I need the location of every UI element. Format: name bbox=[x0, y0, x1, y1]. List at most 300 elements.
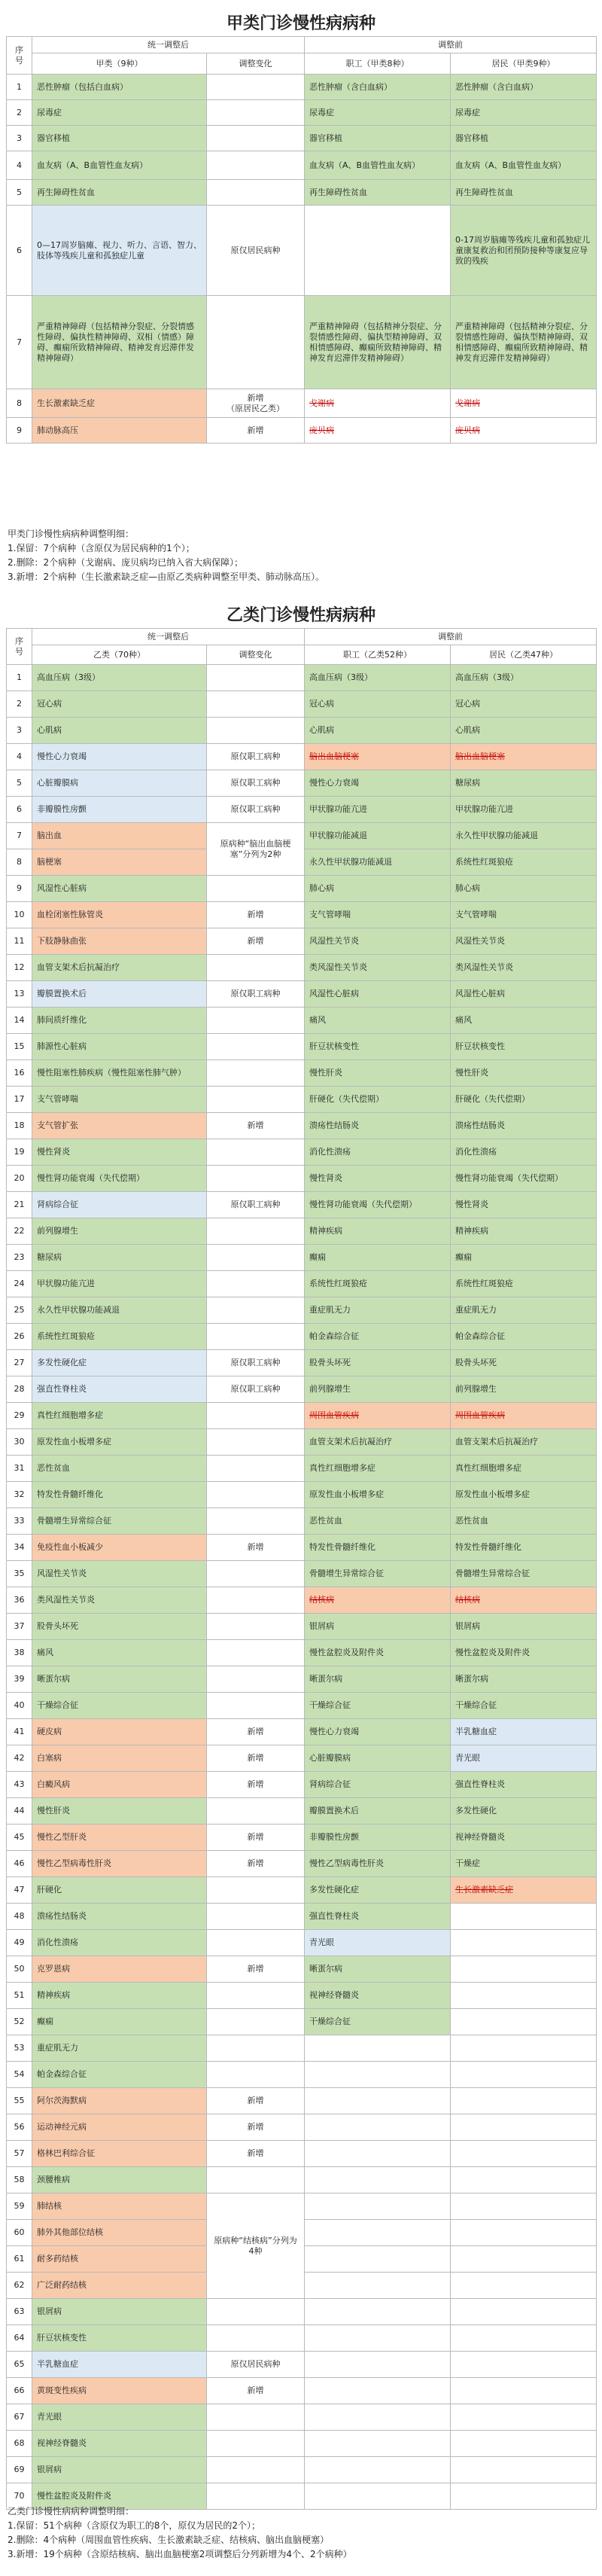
disease-after: 耐多药结核 bbox=[32, 2246, 207, 2273]
row-number: 40 bbox=[7, 1693, 32, 1719]
disease-resident: 类风湿性关节炎 bbox=[451, 955, 597, 981]
change-note: 新增 bbox=[207, 2141, 305, 2167]
table-b-title: 乙类门诊慢性病病种 bbox=[226, 606, 375, 625]
disease-after: 慢性阻塞性肺疾病（慢性阻塞性肺气肿） bbox=[32, 1060, 207, 1087]
change-note bbox=[207, 1693, 305, 1719]
table-row bbox=[7, 1930, 597, 1956]
disease-resident: 系统性红斑狼疮 bbox=[451, 1271, 597, 1297]
disease-employee: 尿毒症 bbox=[305, 100, 451, 126]
disease-employee bbox=[305, 2404, 451, 2431]
table-row bbox=[7, 1587, 597, 1614]
table-row bbox=[7, 2009, 597, 2035]
change-note bbox=[207, 151, 305, 180]
row-number: 67 bbox=[7, 2404, 32, 2431]
disease-resident bbox=[451, 2167, 597, 2193]
disease-resident bbox=[451, 2220, 597, 2246]
table-row bbox=[7, 2193, 597, 2220]
disease-after: 系统性红斑狼疮 bbox=[32, 1324, 207, 1350]
disease-resident: 痛风 bbox=[451, 1008, 597, 1034]
disease-after: 青光眼 bbox=[32, 2404, 207, 2431]
row-number: 57 bbox=[7, 2141, 32, 2167]
table-row bbox=[7, 126, 597, 151]
disease-employee: 瓣膜置换术后 bbox=[305, 1798, 451, 1825]
disease-resident bbox=[451, 2325, 597, 2352]
change-note bbox=[207, 75, 305, 100]
disease-employee bbox=[305, 2035, 451, 2062]
disease-employee bbox=[305, 418, 451, 444]
row-number: 41 bbox=[7, 1719, 32, 1745]
disease-employee: 慢性肝炎 bbox=[305, 1060, 451, 1087]
disease-after: 恶性肿瘤（包括白血病） bbox=[32, 75, 207, 100]
table-row bbox=[7, 1139, 597, 1166]
change-note: 原病种“脑出血脑梗塞”分列为2种 bbox=[207, 823, 305, 876]
row-number: 15 bbox=[7, 1034, 32, 1060]
row-number: 35 bbox=[7, 1561, 32, 1587]
table-row bbox=[7, 823, 597, 849]
change-note bbox=[207, 1034, 305, 1060]
deleted-item: 戈谢病 bbox=[309, 398, 334, 408]
disease-after: 肝豆状核变性 bbox=[32, 2325, 207, 2352]
disease-after: 免疫性血小板减少 bbox=[32, 1535, 207, 1561]
disease-resident: 特发性骨髓纤维化 bbox=[451, 1535, 597, 1561]
change-note bbox=[207, 1324, 305, 1350]
disease-resident bbox=[451, 1983, 597, 2009]
row-number: 10 bbox=[7, 902, 32, 928]
disease-employee: 股骨头坏死 bbox=[305, 1350, 451, 1376]
table-row bbox=[7, 1034, 597, 1060]
disease-after: 风湿性关节炎 bbox=[32, 1561, 207, 1587]
change-note: 新增 bbox=[207, 1825, 305, 1851]
row-number: 20 bbox=[7, 1166, 32, 1192]
disease-resident: 永久性甲状腺功能减退 bbox=[451, 823, 597, 849]
change-note: 原仅职工病种 bbox=[207, 744, 305, 770]
row-number: 69 bbox=[7, 2457, 32, 2483]
table-row bbox=[7, 1008, 597, 1034]
table-row bbox=[7, 1456, 597, 1482]
disease-employee: 原发性血小板增多症 bbox=[305, 1482, 451, 1508]
disease-after: 半乳糖血症 bbox=[32, 2352, 207, 2378]
table-row bbox=[7, 1535, 597, 1561]
note-line: 1.保留：51个病种（含原仅为职工的8个，原仅为居民的2个）； bbox=[8, 2520, 260, 2531]
header-col-employee: 职工（甲类8种） bbox=[305, 53, 451, 75]
table-row bbox=[7, 1271, 597, 1297]
disease-employee: 心肌病 bbox=[305, 718, 451, 744]
deleted-item: 庞贝病 bbox=[455, 425, 480, 435]
disease-resident: 再生障碍性贫血 bbox=[451, 180, 597, 206]
disease-resident: 股骨头坏死 bbox=[451, 1350, 597, 1376]
disease-resident: 器官移植 bbox=[451, 126, 597, 151]
change-note bbox=[207, 1983, 305, 2009]
header-before: 调整前 bbox=[305, 37, 597, 53]
row-number: 59 bbox=[7, 2193, 32, 2220]
row-number: 11 bbox=[7, 928, 32, 955]
row-number: 66 bbox=[7, 2378, 32, 2404]
disease-after: 肺动脉高压 bbox=[32, 418, 207, 444]
disease-employee: 慢性肾功能衰竭（失代偿期） bbox=[305, 1192, 451, 1218]
table-b bbox=[6, 628, 597, 2510]
table-row bbox=[7, 2378, 597, 2404]
table-row bbox=[7, 1482, 597, 1508]
note-line: 2.删除：4个病种（周围血管性疾病、生长激素缺乏症、结核病、脑出血脑梗塞） bbox=[8, 2535, 330, 2545]
change-note: 新增 bbox=[207, 1745, 305, 1772]
disease-employee bbox=[305, 2193, 451, 2220]
change-note bbox=[207, 180, 305, 206]
disease-employee: 恶性贫血 bbox=[305, 1508, 451, 1535]
table-row bbox=[7, 1166, 597, 1192]
table-row bbox=[7, 2299, 597, 2325]
disease-resident: 血友病（A、B血管性血友病） bbox=[451, 151, 597, 180]
table-a-title: 甲类门诊慢性病病种 bbox=[226, 14, 375, 33]
row-number: 22 bbox=[7, 1218, 32, 1245]
table-a-notes bbox=[8, 527, 594, 584]
disease-resident: 心肌病 bbox=[451, 718, 597, 744]
disease-after: 生长激素缺乏症 bbox=[32, 389, 207, 418]
row-number: 1 bbox=[7, 75, 32, 100]
table-row bbox=[7, 2431, 597, 2457]
disease-resident: 恶性肿瘤（含白血病） bbox=[451, 75, 597, 100]
disease-resident bbox=[451, 418, 597, 444]
row-number: 39 bbox=[7, 1666, 32, 1693]
table-row bbox=[7, 1429, 597, 1456]
header-col-resident: 居民（甲类9种） bbox=[451, 53, 597, 75]
disease-after: 黄斑变性疾病 bbox=[32, 2378, 207, 2404]
deleted-item: 庞贝病 bbox=[309, 425, 334, 435]
row-number: 33 bbox=[7, 1508, 32, 1535]
disease-employee: 真性红细胞增多症 bbox=[305, 1456, 451, 1482]
disease-resident bbox=[451, 1587, 597, 1614]
disease-employee bbox=[305, 2273, 451, 2299]
table-row bbox=[7, 797, 597, 823]
row-number: 60 bbox=[7, 2220, 32, 2246]
change-note bbox=[207, 1139, 305, 1166]
disease-after: 晰蛋尔病 bbox=[32, 1666, 207, 1693]
disease-employee: 晰蛋尔病 bbox=[305, 1666, 451, 1693]
change-note bbox=[207, 2035, 305, 2062]
disease-employee bbox=[305, 1403, 451, 1429]
row-number: 44 bbox=[7, 1798, 32, 1825]
disease-resident: 甲状腺功能亢进 bbox=[451, 797, 597, 823]
table-row bbox=[7, 2325, 597, 2352]
change-note: 新增 bbox=[207, 1956, 305, 1983]
change-note bbox=[207, 2325, 305, 2352]
row-number: 38 bbox=[7, 1640, 32, 1666]
disease-after: 瓣膜置换术后 bbox=[32, 981, 207, 1008]
disease-resident: 风湿性关节炎 bbox=[451, 928, 597, 955]
change-note bbox=[207, 876, 305, 902]
disease-resident: 晰蛋尔病 bbox=[451, 1666, 597, 1693]
row-number: 64 bbox=[7, 2325, 32, 2352]
disease-employee: 血管支架术后抗凝治疗 bbox=[305, 1429, 451, 1456]
disease-after: 类风湿性关节炎 bbox=[32, 1587, 207, 1614]
header-col-change: 调整变化 bbox=[207, 53, 305, 75]
table-row bbox=[7, 1666, 597, 1693]
disease-after: 慢性心力衰竭 bbox=[32, 744, 207, 770]
change-note bbox=[207, 1297, 305, 1324]
disease-employee: 再生障碍性贫血 bbox=[305, 180, 451, 206]
row-number: 62 bbox=[7, 2273, 32, 2299]
row-number: 63 bbox=[7, 2299, 32, 2325]
disease-employee: 消化性溃疡 bbox=[305, 1139, 451, 1166]
table-row bbox=[7, 665, 597, 691]
row-number: 3 bbox=[7, 126, 32, 151]
disease-resident: 0-17周岁脑瘫等残疾儿童和孤独症儿童康复救治和团预防接种等康复应导致的残疾 bbox=[451, 206, 597, 296]
row-number: 5 bbox=[7, 180, 32, 206]
disease-employee: 系统性红斑狼疮 bbox=[305, 1271, 451, 1297]
disease-after: 前列腺增生 bbox=[32, 1218, 207, 1245]
disease-resident: 慢性盆腔炎及附件炎 bbox=[451, 1640, 597, 1666]
disease-employee: 恶性肿瘤（含白血病） bbox=[305, 75, 451, 100]
disease-employee: 严重精神障碍（包括精神分裂症、分裂情感性障碍、偏执型精神障碍、双相情感障碍、癫痫所致精神障碍、精神发育迟滞伴发精神障碍） bbox=[305, 296, 451, 389]
change-note: 原仅职工病种 bbox=[207, 1376, 305, 1403]
disease-after: 血友病（A、B血管性血友病） bbox=[32, 151, 207, 180]
disease-resident: 肺心病 bbox=[451, 876, 597, 902]
disease-resident bbox=[451, 2062, 597, 2088]
disease-after: 肺源性心脏病 bbox=[32, 1034, 207, 1060]
change-note: 原仅居民病种 bbox=[207, 2352, 305, 2378]
row-number: 9 bbox=[7, 418, 32, 444]
disease-after: 肺结核 bbox=[32, 2193, 207, 2220]
disease-after: 严重精神障碍（包括精神分裂症、分裂情感性障碍、偏执性精神障碍、双相（情感）障碍、癫痫所致精神障碍、精神发育迟滞伴发精神障碍） bbox=[32, 296, 207, 389]
change-note bbox=[207, 1904, 305, 1930]
change-note bbox=[207, 1166, 305, 1192]
disease-employee: 肺心病 bbox=[305, 876, 451, 902]
row-number: 32 bbox=[7, 1482, 32, 1508]
row-number: 17 bbox=[7, 1087, 32, 1113]
disease-resident: 骨髓增生异常综合征 bbox=[451, 1561, 597, 1587]
disease-employee: 冠心病 bbox=[305, 691, 451, 718]
disease-after: 阿尔茨海默病 bbox=[32, 2088, 207, 2114]
disease-employee bbox=[305, 2141, 451, 2167]
disease-resident bbox=[451, 2352, 597, 2378]
row-number: 68 bbox=[7, 2431, 32, 2457]
disease-after: 非瓣膜性房颤 bbox=[32, 797, 207, 823]
disease-resident: 青光眼 bbox=[451, 1745, 597, 1772]
disease-resident: 前列腺增生 bbox=[451, 1376, 597, 1403]
disease-after: 原发性血小板增多症 bbox=[32, 1429, 207, 1456]
change-note: 新增 bbox=[207, 2378, 305, 2404]
change-note: 原仅职工病种 bbox=[207, 1350, 305, 1376]
table-row bbox=[7, 1877, 597, 1904]
disease-employee: 永久性甲状腺功能减退 bbox=[305, 849, 451, 876]
table-row bbox=[7, 744, 597, 770]
row-number: 65 bbox=[7, 2352, 32, 2378]
table-row bbox=[7, 1614, 597, 1640]
disease-after: 支气管哮喘 bbox=[32, 1087, 207, 1113]
table-row bbox=[7, 1113, 597, 1139]
disease-employee: 强直性脊柱炎 bbox=[305, 1904, 451, 1930]
deleted-item: 脑出血脑梗塞 bbox=[309, 751, 359, 761]
disease-after: 恶性贫血 bbox=[32, 1456, 207, 1482]
disease-employee bbox=[305, 2378, 451, 2404]
change-note: 原仅职工病种 bbox=[207, 1192, 305, 1218]
change-note: 新增 bbox=[207, 1851, 305, 1877]
row-number: 23 bbox=[7, 1245, 32, 1271]
disease-resident: 高血压病（3级） bbox=[451, 665, 597, 691]
table-row bbox=[7, 2141, 597, 2167]
header-col-a: 甲类（9种） bbox=[32, 53, 207, 75]
note-line: 1.保留：7个病种（含原仅为居民病种的1个）； bbox=[8, 543, 195, 553]
disease-employee: 癫痫 bbox=[305, 1245, 451, 1271]
row-number: 29 bbox=[7, 1403, 32, 1429]
change-note bbox=[207, 1587, 305, 1614]
row-number: 56 bbox=[7, 2114, 32, 2141]
disease-employee: 特发性骨髓纤维化 bbox=[305, 1535, 451, 1561]
header-after: 统一调整后 bbox=[32, 629, 305, 645]
row-number: 43 bbox=[7, 1772, 32, 1798]
disease-after: 痛风 bbox=[32, 1640, 207, 1666]
table-row bbox=[7, 296, 597, 389]
change-note bbox=[207, 1429, 305, 1456]
disease-after: 精神疾病 bbox=[32, 1983, 207, 2009]
row-number: 4 bbox=[7, 744, 32, 770]
disease-employee: 痛风 bbox=[305, 1008, 451, 1034]
disease-resident: 系统性红斑狼疮 bbox=[451, 849, 597, 876]
disease-after: 癫痫 bbox=[32, 2009, 207, 2035]
disease-resident bbox=[451, 2088, 597, 2114]
disease-resident: 血管支架术后抗凝治疗 bbox=[451, 1429, 597, 1456]
disease-employee: 干燥综合征 bbox=[305, 1693, 451, 1719]
table-b-notes bbox=[8, 2504, 594, 2562]
table-row bbox=[7, 1218, 597, 1245]
change-note bbox=[207, 1561, 305, 1587]
header-col-change: 调整变化 bbox=[207, 645, 305, 665]
disease-after: 慢性肾功能衰竭（失代偿期） bbox=[32, 1166, 207, 1192]
disease-employee: 风湿性关节炎 bbox=[305, 928, 451, 955]
disease-resident: 干燥症 bbox=[451, 1851, 597, 1877]
row-number: 8 bbox=[7, 389, 32, 418]
disease-employee bbox=[305, 2062, 451, 2088]
disease-after: 格林巴利综合征 bbox=[32, 2141, 207, 2167]
disease-resident bbox=[451, 2193, 597, 2220]
table-row bbox=[7, 2404, 597, 2431]
disease-resident: 支气管哮喘 bbox=[451, 902, 597, 928]
disease-resident: 溃疡性结肠炎 bbox=[451, 1113, 597, 1139]
table-row bbox=[7, 1851, 597, 1877]
table-row bbox=[7, 1904, 597, 1930]
deleted-item: 结核病 bbox=[455, 1595, 480, 1605]
disease-resident bbox=[451, 1877, 597, 1904]
disease-after: 硬皮病 bbox=[32, 1719, 207, 1745]
change-note: 原仅职工病种 bbox=[207, 770, 305, 797]
disease-employee: 重症肌无力 bbox=[305, 1297, 451, 1324]
change-note bbox=[207, 665, 305, 691]
disease-resident bbox=[451, 2141, 597, 2167]
disease-after: 白癜风病 bbox=[32, 1772, 207, 1798]
row-number: 4 bbox=[7, 151, 32, 180]
change-note: 新增 bbox=[207, 928, 305, 955]
table-row bbox=[7, 1192, 597, 1218]
table-row bbox=[7, 1403, 597, 1429]
disease-after: 脑出血 bbox=[32, 823, 207, 849]
row-number: 51 bbox=[7, 1983, 32, 2009]
row-number: 27 bbox=[7, 1350, 32, 1376]
disease-after: 溃疡性结肠炎 bbox=[32, 1904, 207, 1930]
table-row bbox=[7, 691, 597, 718]
change-note bbox=[207, 691, 305, 718]
disease-after: 心肌病 bbox=[32, 718, 207, 744]
disease-resident: 严重精神障碍（包括精神分裂症、分裂情感性障碍、偏执型精神障碍、双相情感障碍、癫痫所致精神障碍、精神发育迟滞伴发精神障碍） bbox=[451, 296, 597, 389]
disease-employee: 甲状腺功能亢进 bbox=[305, 797, 451, 823]
change-note: 新增 bbox=[207, 1113, 305, 1139]
disease-resident bbox=[451, 2299, 597, 2325]
disease-employee: 精神疾病 bbox=[305, 1218, 451, 1245]
disease-employee bbox=[305, 2220, 451, 2246]
note-line: 乙类门诊慢性病病种调整明细： bbox=[8, 2506, 135, 2517]
disease-resident: 银屑病 bbox=[451, 1614, 597, 1640]
row-number: 1 bbox=[7, 665, 32, 691]
disease-after: 慢性盆腔炎及附件炎 bbox=[32, 2483, 207, 2510]
row-number: 13 bbox=[7, 981, 32, 1008]
change-note bbox=[207, 100, 305, 126]
row-number: 19 bbox=[7, 1139, 32, 1166]
disease-employee: 肾病综合征 bbox=[305, 1772, 451, 1798]
disease-resident: 冠心病 bbox=[451, 691, 597, 718]
disease-after: 强直性脊柱炎 bbox=[32, 1376, 207, 1403]
disease-employee bbox=[305, 2299, 451, 2325]
disease-resident bbox=[451, 2246, 597, 2273]
row-number: 21 bbox=[7, 1192, 32, 1218]
disease-after: 风湿性心脏病 bbox=[32, 876, 207, 902]
disease-resident bbox=[451, 1403, 597, 1429]
table-row bbox=[7, 1719, 597, 1745]
disease-after: 肾病综合征 bbox=[32, 1192, 207, 1218]
change-note: 新增 bbox=[207, 1535, 305, 1561]
disease-employee bbox=[305, 744, 451, 770]
disease-after: 特发性骨髓纤维化 bbox=[32, 1482, 207, 1508]
disease-employee bbox=[305, 2431, 451, 2457]
note-line: 3.新增：19个病种（含原结核病、脑出血脑梗塞2项调整后分列新增为4个、2个病种） bbox=[8, 2549, 352, 2559]
change-note: 新增 bbox=[207, 418, 305, 444]
disease-resident bbox=[451, 389, 597, 418]
disease-resident: 糖尿病 bbox=[451, 770, 597, 797]
disease-resident: 癫痫 bbox=[451, 1245, 597, 1271]
disease-employee bbox=[305, 2246, 451, 2273]
change-note: 新增 bbox=[207, 1772, 305, 1798]
table-row bbox=[7, 151, 597, 180]
disease-resident bbox=[451, 2035, 597, 2062]
change-note: 新增 bbox=[207, 902, 305, 928]
disease-after: 克罗恩病 bbox=[32, 1956, 207, 1983]
table-row bbox=[7, 928, 597, 955]
change-note bbox=[207, 1798, 305, 1825]
change-note: 原仅职工病种 bbox=[207, 797, 305, 823]
disease-resident: 强直性脊柱炎 bbox=[451, 1772, 597, 1798]
table-row bbox=[7, 1772, 597, 1798]
table-row bbox=[7, 1324, 597, 1350]
row-number: 53 bbox=[7, 2035, 32, 2062]
disease-after: 高血压病（3级） bbox=[32, 665, 207, 691]
disease-after: 干燥综合征 bbox=[32, 1693, 207, 1719]
row-number: 5 bbox=[7, 770, 32, 797]
table-row bbox=[7, 180, 597, 206]
row-number: 31 bbox=[7, 1456, 32, 1482]
disease-resident: 肝硬化（失代偿期） bbox=[451, 1087, 597, 1113]
table-row bbox=[7, 1983, 597, 2009]
table-row bbox=[7, 1745, 597, 1772]
disease-after: 颈腰椎病 bbox=[32, 2167, 207, 2193]
disease-resident bbox=[451, 2273, 597, 2299]
row-number: 25 bbox=[7, 1297, 32, 1324]
row-number: 16 bbox=[7, 1060, 32, 1087]
disease-employee: 血友病（A、B血管性血友病） bbox=[305, 151, 451, 180]
deleted-item: 周围血管疾病 bbox=[309, 1410, 359, 1420]
disease-after: 慢性乙型肝炎 bbox=[32, 1825, 207, 1851]
change-note bbox=[207, 1614, 305, 1640]
change-note bbox=[207, 1403, 305, 1429]
disease-resident: 原发性血小板增多症 bbox=[451, 1482, 597, 1508]
change-note bbox=[207, 1666, 305, 1693]
change-note bbox=[207, 2299, 305, 2325]
